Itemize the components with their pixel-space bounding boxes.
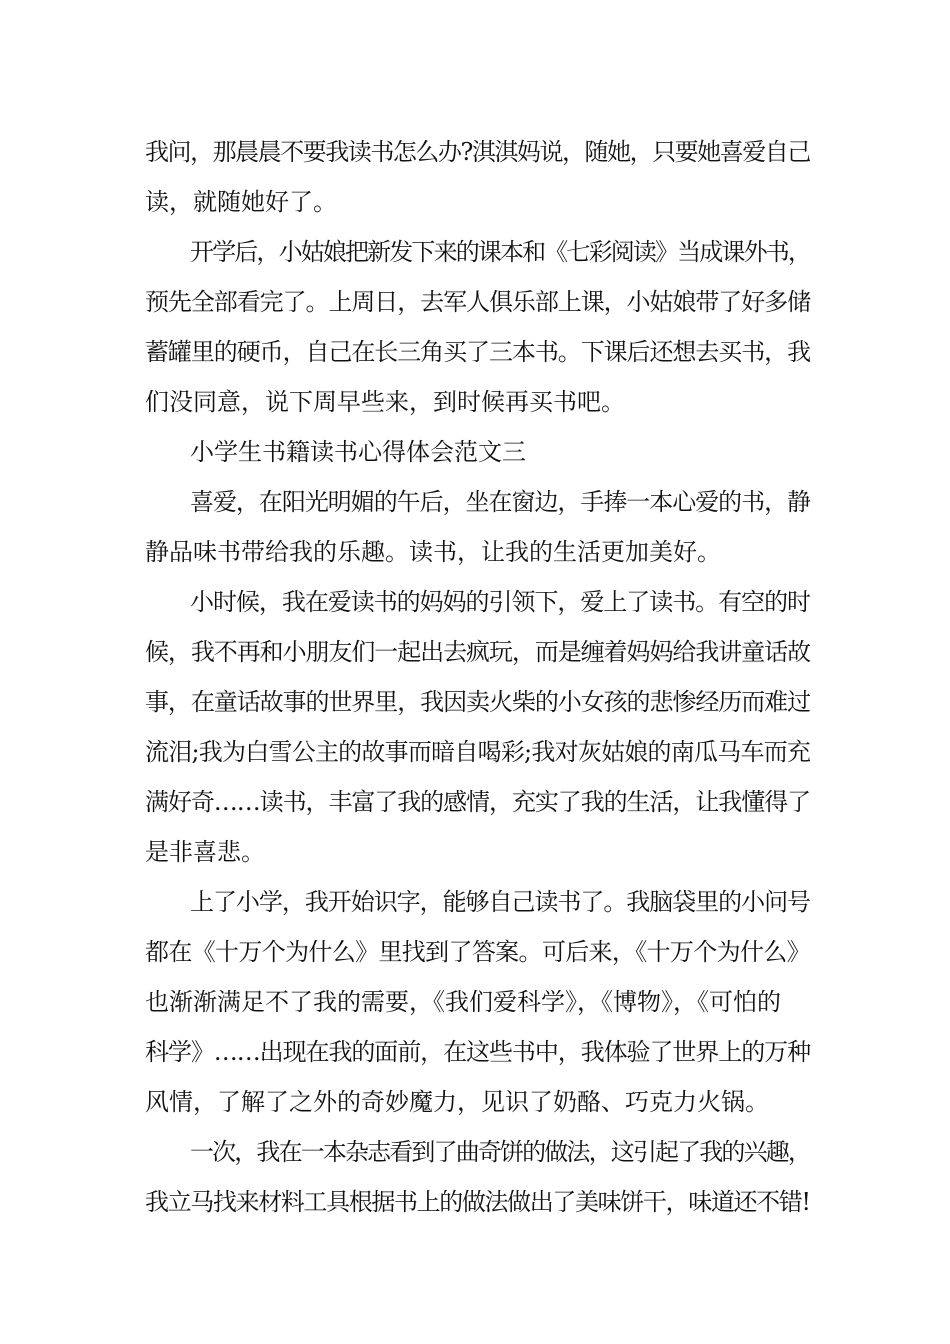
paragraph-line: 静品味书带给我的乐趣。读书，让我的生活更加美好。: [145, 538, 721, 566]
paragraph-line: 科学》……出现在我的面前，在这些书中，我体验了世界上的万种: [145, 1038, 810, 1066]
paragraph-line: 预先全部看完了。上周日，去军人俱乐部上课，小姑娘带了好多储: [145, 288, 810, 316]
paragraph-line: 流泪;我为白雪公主的故事而暗自喝彩;我对灰姑娘的南瓜马车而充: [145, 738, 811, 766]
paragraph-line: 上了小学，我开始识字，能够自己读书了。我脑袋里的小问号: [190, 888, 810, 916]
paragraph-line: 我立马找来材料工具根据书上的做法做出了美味饼干，味道还不错!: [145, 1188, 810, 1216]
paragraph-line: 小时候，我在爱读书的妈妈的引领下，爱上了读书。有空的时: [190, 588, 810, 616]
paragraph-line: 风情，了解了之外的奇妙魔力，见识了奶酪、巧克力火锅。: [145, 1088, 769, 1116]
paragraph-line: 蓄罐里的硬币，自己在长三角买了三本书。下课后还想去买书，我: [145, 338, 810, 366]
paragraph-line: 一次，我在一本杂志看到了曲奇饼的做法，这引起了我的兴趣，: [190, 1138, 810, 1166]
paragraph-line: 我问，那晨晨不要我读书怎么办?淇淇妈说，随她，只要她喜爱自己: [145, 138, 810, 166]
paragraph-line: 们没同意，说下周早些来，到时候再买书吧。: [145, 388, 625, 416]
paragraph-line: 读，就随她好了。: [145, 188, 337, 216]
paragraph-line: 满好奇……读书，丰富了我的感情，充实了我的生活，让我懂得了: [145, 788, 810, 816]
paragraph-line: 是非喜悲。: [145, 838, 265, 866]
paragraph-line: 事，在童话故事的世界里，我因卖火柴的小女孩的悲惨经历而难过: [145, 688, 810, 716]
paragraph-line: 也渐渐满足不了我的需要，《我们爱科学》，《博物》，《可怕的: [145, 988, 781, 1016]
paragraph-line: 开学后，小姑娘把新发下来的课本和《七彩阅读》当成课外书，: [190, 238, 810, 266]
paragraph-line: 喜爱，在阳光明媚的午后，坐在窗边，手捧一本心爱的书，静: [190, 488, 810, 516]
section-heading: 小学生书籍读书心得体会范文三: [190, 438, 526, 466]
paragraph-line: 都在《十万个为什么》里找到了答案。可后来，《十万个为什么》: [145, 938, 810, 966]
paragraph-line: 候，我不再和小朋友们一起出去疯玩，而是缠着妈妈给我讲童话故: [145, 638, 810, 666]
